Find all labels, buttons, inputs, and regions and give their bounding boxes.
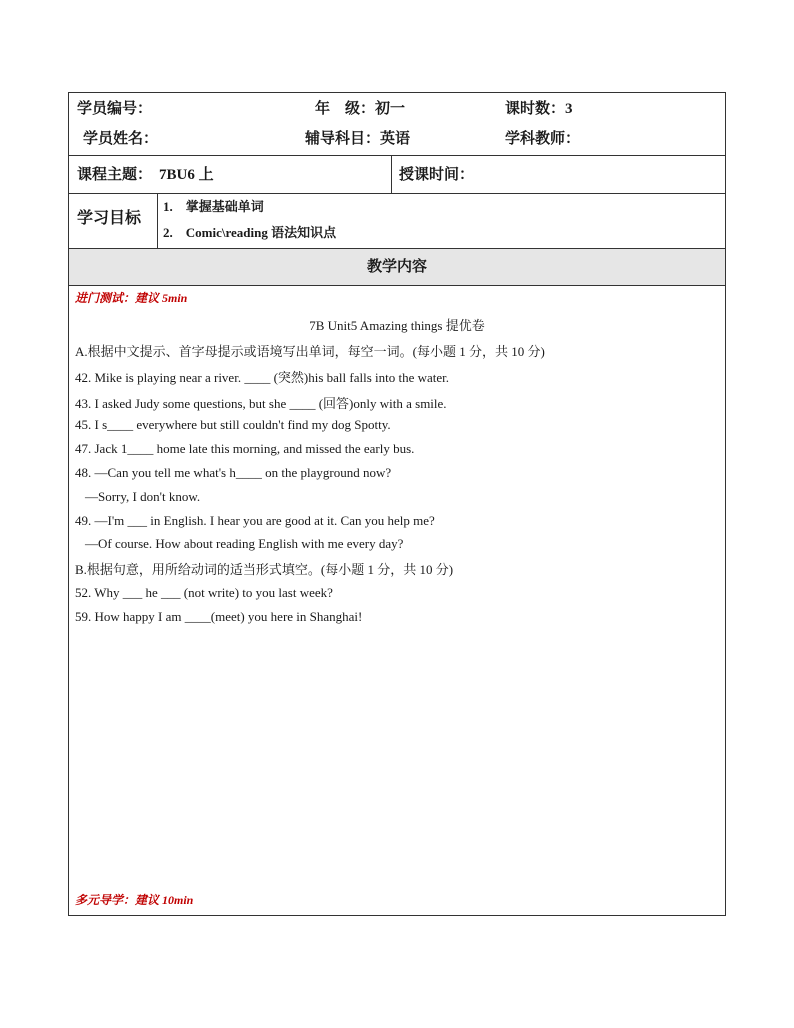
question-49: 49. —I'm ___ in English. I hear you are good at it. Can you help me? — [75, 513, 435, 528]
grade-label: 年 级：初一 — [315, 101, 406, 117]
student-id-label: 学员编号： — [77, 101, 153, 117]
question-52: 52. Why ___ he ___ (not write) to you last week? — [75, 585, 333, 600]
entry-test-note: 进门测试：建议 5min — [75, 291, 188, 305]
goal-item: 2. Comic\reading 语法知识点 — [163, 225, 337, 240]
question-45: 45. I s____ everywhere but still couldn't find my dog Spotty. — [75, 417, 391, 432]
content-banner-title: 教学内容 — [366, 259, 427, 275]
question-47: 47. Jack 1____ home late this morning, and missed the early bus. — [75, 441, 415, 456]
exam-title: 7B Unit5 Amazing things 提优卷 — [309, 318, 485, 333]
goals-label: 学习目标 — [77, 210, 142, 227]
question-59: 59. How happy I am ____(meet) you here in Shanghai! — [75, 609, 363, 624]
question-48: 48. —Can you tell me what's h____ on the playground now? — [75, 465, 392, 480]
lessons-label: 课时数：3 — [505, 101, 573, 117]
time-label: 授课时间： — [399, 167, 475, 183]
section-a-instruction: A.根据中文提示、首字母提示或语境写出单词，每空一词。(每小题 1 分，共 10 分) — [75, 344, 545, 359]
divider — [69, 285, 725, 286]
divider — [157, 193, 158, 249]
divider — [69, 193, 725, 194]
divider — [391, 155, 392, 193]
question-49-reply: —Of course. How about reading English with me every day? — [85, 536, 404, 551]
goal-item: 1. 掌握基础单词 — [163, 199, 264, 214]
guide-note: 多元导学：建议 10min — [75, 893, 194, 907]
topic-label: 课程主题： — [77, 167, 153, 183]
question-43: 43. I asked Judy some questions, but she ____ (回答)only with a smile. — [75, 396, 447, 411]
question-48-reply: —Sorry, I don't know. — [85, 489, 201, 504]
student-name-label: 学员姓名： — [83, 131, 159, 147]
teacher-label: 学科教师： — [505, 131, 581, 147]
divider — [69, 155, 725, 156]
lesson-plan-table — [68, 92, 726, 916]
topic-value: 7BU6 上 — [159, 167, 214, 183]
question-42: 42. Mike is playing near a river. ____ (突然)his ball falls into the water. — [75, 370, 450, 385]
subject-label: 辅导科目：英语 — [305, 131, 411, 147]
section-b-instruction: B.根据句意，用所给动词的适当形式填空。(每小题 1 分，共 10 分) — [75, 562, 454, 577]
